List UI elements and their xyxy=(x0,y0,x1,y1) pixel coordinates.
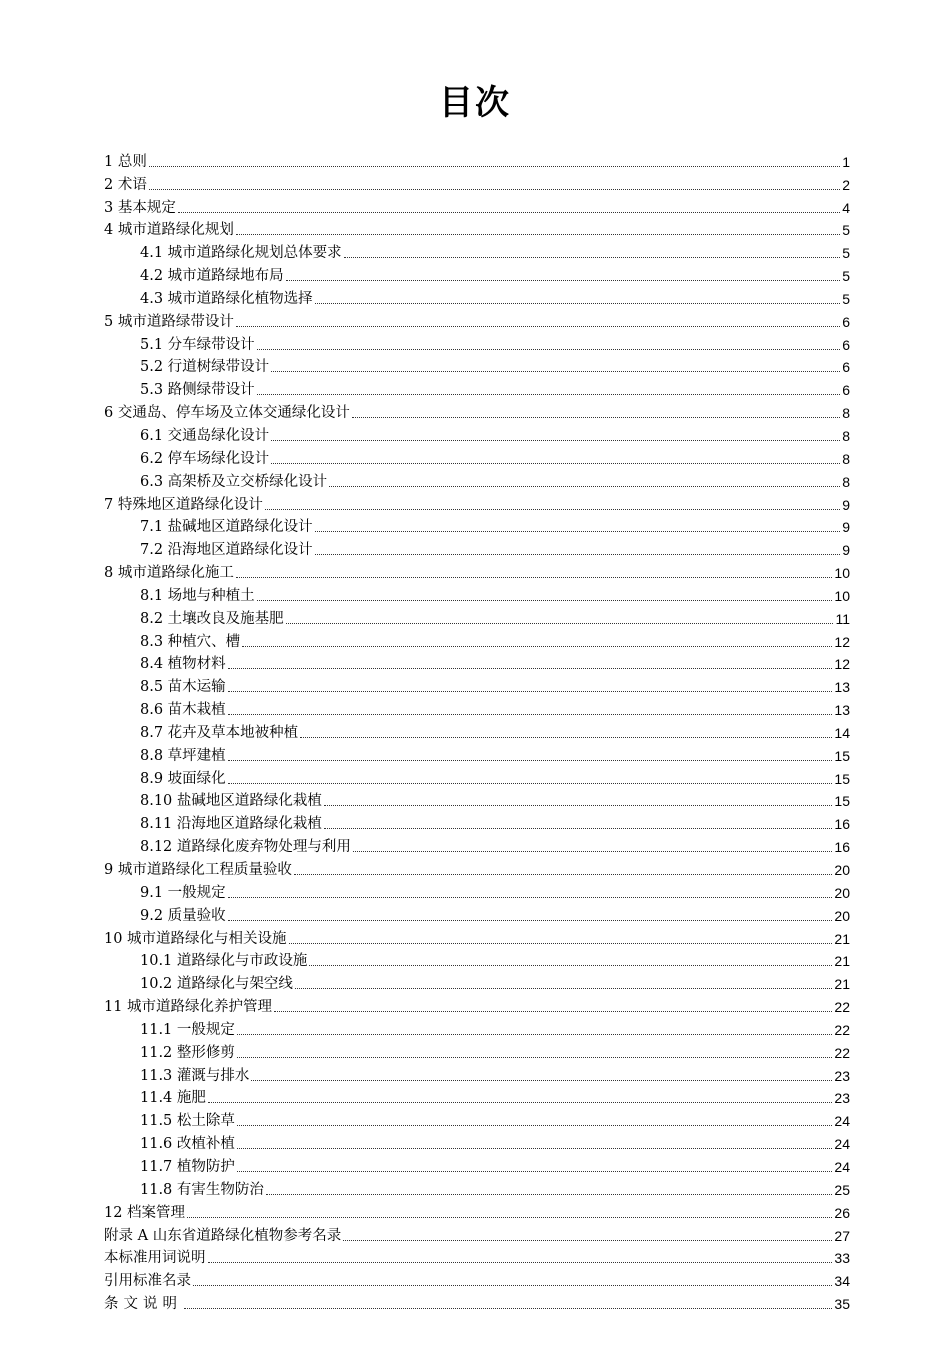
toc-entry-label: 9 城市道路绿化工程质量验收 xyxy=(104,862,292,878)
toc-entry-label: 10 城市道路绿化与相关设施 xyxy=(104,930,287,947)
toc-entry-label: 附录 A 山东省道路绿化植物参考名录 xyxy=(104,1227,342,1244)
toc-entry-label: 8.4 植物材料 xyxy=(140,656,226,673)
toc-entry-page-number: 22 xyxy=(834,1021,850,1038)
toc-entry-page-number: 8 xyxy=(842,427,850,444)
toc-dot-leader xyxy=(228,783,833,784)
toc-entry-page-number: 13 xyxy=(834,702,850,719)
toc-entry-label: 11.1 一般规定 xyxy=(140,1021,235,1038)
toc-dot-leader xyxy=(178,212,840,213)
toc-dot-leader xyxy=(266,1194,833,1195)
toc-entry-page-number: 8 xyxy=(842,473,850,490)
toc-entry[interactable] xyxy=(104,902,850,925)
toc-dot-leader xyxy=(228,691,833,692)
toc-entry[interactable] xyxy=(104,582,850,605)
toc-entry[interactable] xyxy=(104,468,850,491)
toc-entry-page-number: 10 xyxy=(834,565,850,582)
toc-entry-label: 6.2 停车场绿化设计 xyxy=(140,450,270,467)
toc-dot-leader xyxy=(237,1148,833,1149)
toc-entry[interactable] xyxy=(104,948,850,971)
toc-entry-label: 8.1 场地与种植土 xyxy=(140,587,255,604)
toc-dot-leader xyxy=(236,234,840,235)
toc-entry[interactable] xyxy=(104,354,850,377)
toc-entry[interactable] xyxy=(104,765,850,788)
toc-entry-page-number: 12 xyxy=(834,656,850,673)
toc-entry-label: 1 总则 xyxy=(104,153,147,170)
toc-entry-label: 8.9 坡面绿化 xyxy=(140,770,226,787)
toc-entry[interactable] xyxy=(104,1290,850,1313)
toc-entry[interactable] xyxy=(104,194,850,217)
toc-dot-leader xyxy=(315,531,841,532)
toc-entry-label: 本标准用词说明 xyxy=(104,1250,206,1267)
toc-entry-page-number: 20 xyxy=(834,884,850,901)
toc-dot-leader xyxy=(228,668,833,669)
toc-entry-page-number: 24 xyxy=(834,1113,850,1130)
toc-dot-leader xyxy=(315,554,841,555)
toc-entry-page-number: 21 xyxy=(834,976,850,993)
toc-entry-label: 8.10 盐碱地区道路绿化栽植 xyxy=(140,793,322,810)
toc-dot-leader xyxy=(228,760,833,761)
toc-entry-label: 8.2 土壤改良及施基肥 xyxy=(140,610,284,627)
toc-entry-label: 4 城市道路绿化规划 xyxy=(104,222,234,239)
toc-entry[interactable] xyxy=(104,1130,850,1153)
toc-dot-leader xyxy=(294,874,833,875)
toc-dot-leader xyxy=(187,1217,832,1218)
toc-entry-label: 6.3 高架桥及立交桥绿化设计 xyxy=(140,473,328,490)
toc-entry-label: 5 城市道路绿带设计 xyxy=(104,313,234,330)
toc-entry-label: 10.1 道路绿化与市政设施 xyxy=(140,953,308,970)
toc-entry-page-number: 5 xyxy=(842,245,850,262)
toc-entry-page-number: 23 xyxy=(834,1067,850,1084)
toc-entry-label: 4.1 城市道路绿化规划总体要求 xyxy=(140,245,342,262)
toc-entry-label: 8.8 草坪建植 xyxy=(140,747,226,764)
toc-entry-page-number: 6 xyxy=(842,359,850,376)
toc-entry-label: 9.1 一般规定 xyxy=(140,884,226,901)
toc-entry-label: 8.12 道路绿化废弃物处理与利用 xyxy=(140,839,351,856)
toc-dot-leader xyxy=(237,1057,833,1058)
toc-entry-page-number: 25 xyxy=(834,1181,850,1198)
toc-entry-label: 7 特殊地区道路绿化设计 xyxy=(104,496,263,513)
toc-entry[interactable] xyxy=(104,1039,850,1062)
toc-entry[interactable] xyxy=(104,879,850,902)
toc-entry[interactable] xyxy=(104,856,850,879)
toc-entry[interactable] xyxy=(104,651,850,674)
toc-entry-label: 条文说明 xyxy=(104,1296,182,1313)
toc-entry[interactable] xyxy=(104,696,850,719)
toc-entry[interactable] xyxy=(104,673,850,696)
toc-dot-leader xyxy=(236,326,840,327)
toc-dot-leader xyxy=(329,486,840,487)
toc-entry-label: 11.5 松土除草 xyxy=(140,1113,235,1130)
toc-entry-page-number: 6 xyxy=(842,336,850,353)
toc-dot-leader xyxy=(300,737,832,738)
toc-entry[interactable] xyxy=(104,1085,850,1108)
toc-dot-leader xyxy=(315,303,841,304)
toc-entry-page-number: 14 xyxy=(834,724,850,741)
toc-dot-leader xyxy=(237,1125,833,1126)
toc-dot-leader xyxy=(236,577,833,578)
toc-entry-label: 11.2 整形修剪 xyxy=(140,1044,235,1061)
toc-entry-label: 11.4 施肥 xyxy=(140,1090,206,1107)
toc-entry[interactable] xyxy=(104,628,850,651)
toc-entry-page-number: 27 xyxy=(834,1227,850,1244)
toc-entry[interactable] xyxy=(104,171,850,194)
toc-entry-label: 5.1 分车绿带设计 xyxy=(140,336,255,353)
toc-entry-page-number: 33 xyxy=(834,1250,850,1267)
toc-entry[interactable] xyxy=(104,285,850,308)
toc-dot-leader xyxy=(257,394,841,395)
toc-dot-leader xyxy=(257,349,841,350)
toc-dot-leader xyxy=(149,166,840,167)
toc-entry-page-number: 16 xyxy=(834,816,850,833)
toc-entry-page-number: 1 xyxy=(842,153,850,170)
toc-dot-leader xyxy=(309,965,832,966)
toc-entry[interactable] xyxy=(104,422,850,445)
toc-entry-page-number: 8 xyxy=(842,450,850,467)
toc-dot-leader xyxy=(237,1034,833,1035)
toc-entry[interactable] xyxy=(104,308,850,331)
toc-entry-page-number: 4 xyxy=(842,199,850,216)
toc-entry-page-number: 5 xyxy=(842,222,850,239)
toc-entry[interactable] xyxy=(104,605,850,628)
toc-dot-leader xyxy=(352,417,840,418)
toc-entry-label: 8 城市道路绿化施工 xyxy=(104,565,234,582)
toc-entry[interactable] xyxy=(104,719,850,742)
toc-entry-page-number: 20 xyxy=(834,907,850,924)
toc-entry[interactable] xyxy=(104,810,850,833)
toc-entry-label: 8.3 种植穴、槽 xyxy=(140,633,241,650)
toc-dot-leader xyxy=(184,1308,832,1309)
toc-entry[interactable] xyxy=(104,1153,850,1176)
toc-entry[interactable] xyxy=(104,399,850,422)
toc-dot-leader xyxy=(271,371,840,372)
toc-dot-leader xyxy=(271,463,840,464)
toc-entry[interactable] xyxy=(104,742,850,765)
toc-entry-label: 11.3 灌溉与排水 xyxy=(140,1067,250,1084)
toc-entry-label: 5.2 行道树绿带设计 xyxy=(140,359,270,376)
toc-entry[interactable] xyxy=(104,217,850,240)
toc-entry[interactable] xyxy=(104,1062,850,1085)
toc-entry[interactable] xyxy=(104,239,850,262)
toc-entry[interactable] xyxy=(104,445,850,468)
table-of-contents xyxy=(104,148,850,1313)
toc-dot-leader xyxy=(324,828,833,829)
toc-entry-label: 4.3 城市道路绿化植物选择 xyxy=(140,290,313,307)
toc-entry-label: 3 基本规定 xyxy=(104,199,176,216)
toc-entry-label: 11.7 植物防护 xyxy=(140,1158,235,1175)
toc-entry-label: 6.1 交通岛绿化设计 xyxy=(140,427,270,444)
toc-entry-label: 8.6 苗木栽植 xyxy=(140,702,226,719)
toc-entry-page-number: 21 xyxy=(834,930,850,947)
toc-entry[interactable] xyxy=(104,331,850,354)
toc-entry[interactable] xyxy=(104,1267,850,1290)
toc-entry-page-number: 22 xyxy=(834,999,850,1016)
toc-entry[interactable] xyxy=(104,970,850,993)
toc-entry[interactable] xyxy=(104,1222,850,1245)
toc-entry-label: 11.8 有害生物防治 xyxy=(140,1181,264,1198)
toc-entry-page-number: 35 xyxy=(834,1296,850,1313)
toc-dot-leader xyxy=(242,646,832,647)
toc-entry-page-number: 24 xyxy=(834,1136,850,1153)
toc-dot-leader xyxy=(265,509,840,510)
toc-entry-page-number: 5 xyxy=(842,290,850,307)
toc-dot-leader xyxy=(344,257,841,258)
toc-dot-leader xyxy=(208,1262,833,1263)
toc-entry-page-number: 6 xyxy=(842,313,850,330)
toc-dot-leader xyxy=(343,1240,832,1241)
toc-entry-page-number: 12 xyxy=(834,633,850,650)
toc-dot-leader xyxy=(271,440,840,441)
toc-entry-page-number: 15 xyxy=(834,793,850,810)
toc-dot-leader xyxy=(295,988,833,989)
toc-entry-label: 8.7 花卉及草本地被种植 xyxy=(140,724,299,741)
toc-entry[interactable] xyxy=(104,262,850,285)
toc-dot-leader xyxy=(353,851,833,852)
page-title: 目次 xyxy=(439,83,511,123)
toc-dot-leader xyxy=(228,714,833,715)
toc-entry-label: 10.2 道路绿化与架空线 xyxy=(140,976,293,993)
toc-entry-page-number: 6 xyxy=(842,382,850,399)
toc-entry-label: 11.6 改植补植 xyxy=(140,1136,235,1153)
toc-entry[interactable] xyxy=(104,514,850,537)
toc-dot-leader xyxy=(228,897,833,898)
toc-dot-leader xyxy=(286,623,834,624)
toc-entry[interactable] xyxy=(104,993,850,1016)
toc-dot-leader xyxy=(193,1285,832,1286)
toc-entry-page-number: 9 xyxy=(842,519,850,536)
toc-entry-page-number: 8 xyxy=(842,405,850,422)
toc-dot-leader xyxy=(286,280,841,281)
toc-entry[interactable] xyxy=(104,925,850,948)
toc-dot-leader xyxy=(274,1011,832,1012)
toc-entry[interactable] xyxy=(104,1245,850,1268)
toc-entry[interactable] xyxy=(104,491,850,514)
toc-entry-page-number: 9 xyxy=(842,542,850,559)
toc-entry-label: 引用标准名录 xyxy=(104,1273,191,1290)
toc-dot-leader xyxy=(324,805,833,806)
toc-entry-label: 4.2 城市道路绿地布局 xyxy=(140,268,284,285)
toc-entry-label: 6 交通岛、停车场及立体交通绿化设计 xyxy=(104,405,350,422)
toc-entry-page-number: 9 xyxy=(842,496,850,513)
toc-entry[interactable] xyxy=(104,1016,850,1039)
toc-entry-page-number: 13 xyxy=(834,679,850,696)
toc-entry[interactable] xyxy=(104,833,850,856)
toc-entry-page-number: 20 xyxy=(834,862,850,878)
toc-entry[interactable] xyxy=(104,788,850,811)
toc-entry-label: 11 城市道路绿化养护管理 xyxy=(104,999,273,1016)
toc-entry-page-number: 2 xyxy=(842,176,850,193)
toc-entry-page-number: 10 xyxy=(834,587,850,604)
toc-entry-label: 7.1 盐碱地区道路绿化设计 xyxy=(140,519,313,536)
toc-entry-page-number: 23 xyxy=(834,1090,850,1107)
toc-entry-page-number: 15 xyxy=(834,770,850,787)
toc-entry-label: 8.11 沿海地区道路绿化栽植 xyxy=(140,816,322,833)
toc-entry[interactable] xyxy=(104,1176,850,1199)
toc-entry-label: 7.2 沿海地区道路绿化设计 xyxy=(140,542,313,559)
toc-entry-page-number: 11 xyxy=(835,610,850,627)
toc-entry[interactable] xyxy=(104,559,850,582)
toc-dot-leader xyxy=(289,943,833,944)
toc-entry-label: 2 术语 xyxy=(104,176,147,193)
toc-entry-page-number: 15 xyxy=(834,747,850,764)
toc-entry-label: 12 档案管理 xyxy=(104,1204,186,1221)
toc-dot-leader xyxy=(149,189,840,190)
toc-entry-label: 8.5 苗木运输 xyxy=(140,679,226,696)
toc-entry-page-number: 24 xyxy=(834,1158,850,1175)
toc-entry-page-number: 22 xyxy=(834,1044,850,1061)
toc-dot-leader xyxy=(228,920,833,921)
toc-entry-label: 5.3 路侧绿带设计 xyxy=(140,382,255,399)
toc-entry[interactable] xyxy=(104,1199,850,1222)
toc-entry[interactable] xyxy=(104,376,850,399)
toc-dot-leader xyxy=(208,1102,833,1103)
toc-entry-label: 9.2 质量验收 xyxy=(140,907,226,924)
toc-dot-leader xyxy=(251,1080,832,1081)
toc-entry-page-number: 26 xyxy=(834,1204,850,1221)
toc-entry-page-number: 21 xyxy=(834,953,850,970)
toc-dot-leader xyxy=(257,600,833,601)
toc-entry[interactable] xyxy=(104,536,850,559)
toc-entry[interactable] xyxy=(104,148,850,171)
toc-entry-page-number: 34 xyxy=(834,1273,850,1290)
toc-entry[interactable] xyxy=(104,1107,850,1130)
toc-dot-leader xyxy=(237,1171,833,1172)
toc-entry-page-number: 16 xyxy=(834,839,850,856)
toc-entry-page-number: 5 xyxy=(842,268,850,285)
